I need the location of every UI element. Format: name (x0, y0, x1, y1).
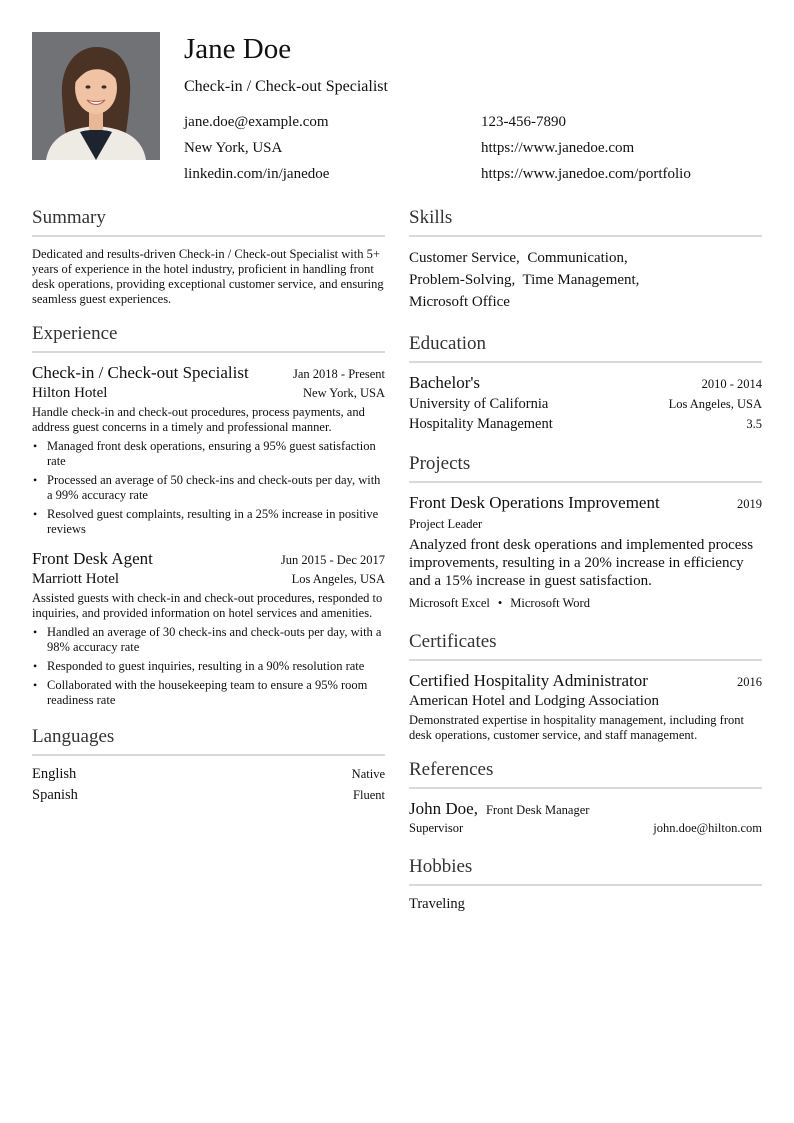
project-name: Front Desk Operations Improvement (409, 493, 660, 512)
language-row (32, 766, 385, 783)
skills-heading: Skills (409, 207, 762, 237)
contact-linkedin[interactable]: linkedin.com/in/janedoe (184, 166, 330, 182)
contact-phone[interactable]: 123-456-7890 (481, 114, 566, 130)
project-description: Analyzed front desk operations and implemented process improvements, resulting in a 20% increase in efficiency and a 15% increase in guest satisfaction. (409, 537, 754, 589)
education-heading: Education (409, 333, 762, 363)
experience-bullet: • Managed front desk operations, ensuring a 95% guest satisfaction rate (32, 439, 385, 469)
reference-position: Front Desk Manager (485, 803, 590, 817)
experience-bullet: • Collaborated with the housekeeping team to ensure a 95% room readiness rate (32, 678, 385, 708)
education-dates: 2010 - 2014 (701, 377, 762, 391)
contact-location: New York, USA (184, 140, 283, 156)
skill-item: Problem-Solving, (409, 272, 516, 288)
skill-item: Communication, (527, 250, 628, 266)
education-gpa: 3.5 (746, 417, 762, 431)
experience-bullet: • Handled an average of 30 check-ins and check-outs per day, with a 98% accuracy rate (32, 625, 385, 655)
skill-item: Customer Service, (409, 250, 520, 266)
education-field: Hospitality Management (409, 416, 553, 432)
education-section (409, 333, 762, 433)
project-role: Project Leader (409, 517, 483, 531)
experience-description: Assisted guests with check-in and check-out procedures, responded to inquiries, and provided information on hotel services and amenities. (32, 591, 383, 620)
experience-item-2 (32, 549, 385, 708)
contact-website[interactable]: https://www.janedoe.com (481, 140, 635, 156)
profile-photo-illustration (32, 32, 160, 160)
experience-bullet: • Resolved guest complaints, resulting in a 25% increase in positive reviews (32, 507, 385, 537)
education-school: University of California (409, 396, 549, 412)
skill-item: Time Management, (522, 272, 640, 288)
project-tools (409, 596, 762, 611)
experience-bullets (32, 625, 385, 708)
summary-text: Dedicated and results-driven Check-in / Check-out Specialist with 5+ years of experience in the hotel industry, proficient in handling front desk operations, providing exceptional customer service, and ensuring seamless guest experiences. (32, 247, 384, 306)
certificates-heading: Certificates (409, 631, 762, 661)
references-section (409, 759, 762, 836)
experience-bullet: • Processed an average of 50 check-ins and check-outs per day, with a 99% accuracy rate (32, 473, 385, 503)
experience-location: Los Angeles, USA (291, 572, 385, 586)
languages-section (32, 726, 385, 804)
reference-email[interactable]: john.doe@hilton.com (653, 821, 762, 835)
language-level: Native (351, 767, 385, 781)
summary-section (32, 207, 385, 307)
experience-role: Check-in / Check-out Specialist (32, 363, 249, 382)
experience-dates: Jan 2018 - Present (293, 367, 385, 381)
certificate-year: 2016 (737, 675, 762, 689)
certificate-name: Certified Hospitality Administrator (409, 671, 648, 690)
skill-item: Microsoft Office (409, 294, 510, 310)
education-location: Los Angeles, USA (668, 397, 762, 411)
experience-bullet: • Responded to guest inquiries, resulting in a 90% resolution rate (32, 659, 385, 674)
project-tool: Microsoft Word (510, 596, 590, 610)
projects-heading: Projects (409, 453, 762, 483)
contact-portfolio[interactable]: https://www.janedoe.com/portfolio (481, 166, 691, 182)
hobbies-section (409, 856, 762, 913)
certificates-section (409, 631, 762, 743)
experience-company: Hilton Hotel (32, 385, 108, 401)
education-degree: Bachelor's (409, 373, 481, 392)
experience-heading: Experience (32, 323, 385, 353)
candidate-title: Check-in / Check-out Specialist (184, 78, 388, 95)
skills-list (409, 247, 762, 313)
language-row (32, 787, 385, 804)
experience-bullets (32, 439, 385, 537)
certificate-issuer: American Hotel and Lodging Association (409, 693, 659, 709)
language-name: Spanish (32, 787, 78, 803)
reference-relation: Supervisor (409, 821, 464, 835)
projects-section (409, 453, 762, 611)
candidate-name: Jane Doe (184, 33, 292, 65)
experience-dates: Jun 2015 - Dec 2017 (280, 553, 385, 567)
language-level: Fluent (353, 788, 385, 802)
separator-dot-icon: • (497, 596, 503, 610)
hobbies-heading: Hobbies (409, 856, 762, 886)
references-heading: References (409, 759, 762, 789)
summary-heading: Summary (32, 207, 385, 237)
certificate-description: Demonstrated expertise in hospitality management, including front desk operations, customer service, and staff management. (409, 713, 744, 742)
experience-role: Front Desk Agent (32, 549, 153, 568)
left-column (32, 207, 385, 814)
experience-company: Marriott Hotel (32, 571, 120, 587)
experience-location: New York, USA (303, 386, 385, 400)
hobby-item: Traveling (409, 896, 465, 912)
skills-section (409, 207, 762, 313)
project-year: 2019 (737, 497, 762, 511)
languages-heading: Languages (32, 726, 385, 756)
profile-photo (32, 32, 160, 160)
project-tool: Microsoft Excel (409, 596, 490, 610)
right-column (409, 207, 762, 923)
contact-email[interactable]: jane.doe@example.com (184, 114, 329, 130)
experience-item-1 (32, 363, 385, 537)
experience-section (32, 323, 385, 708)
reference-name: John Doe, (409, 799, 478, 818)
experience-description: Handle check-in and check-out procedures, process payments, and address guest concerns in a timely and professional manner. (32, 405, 365, 434)
language-name: English (32, 766, 77, 782)
